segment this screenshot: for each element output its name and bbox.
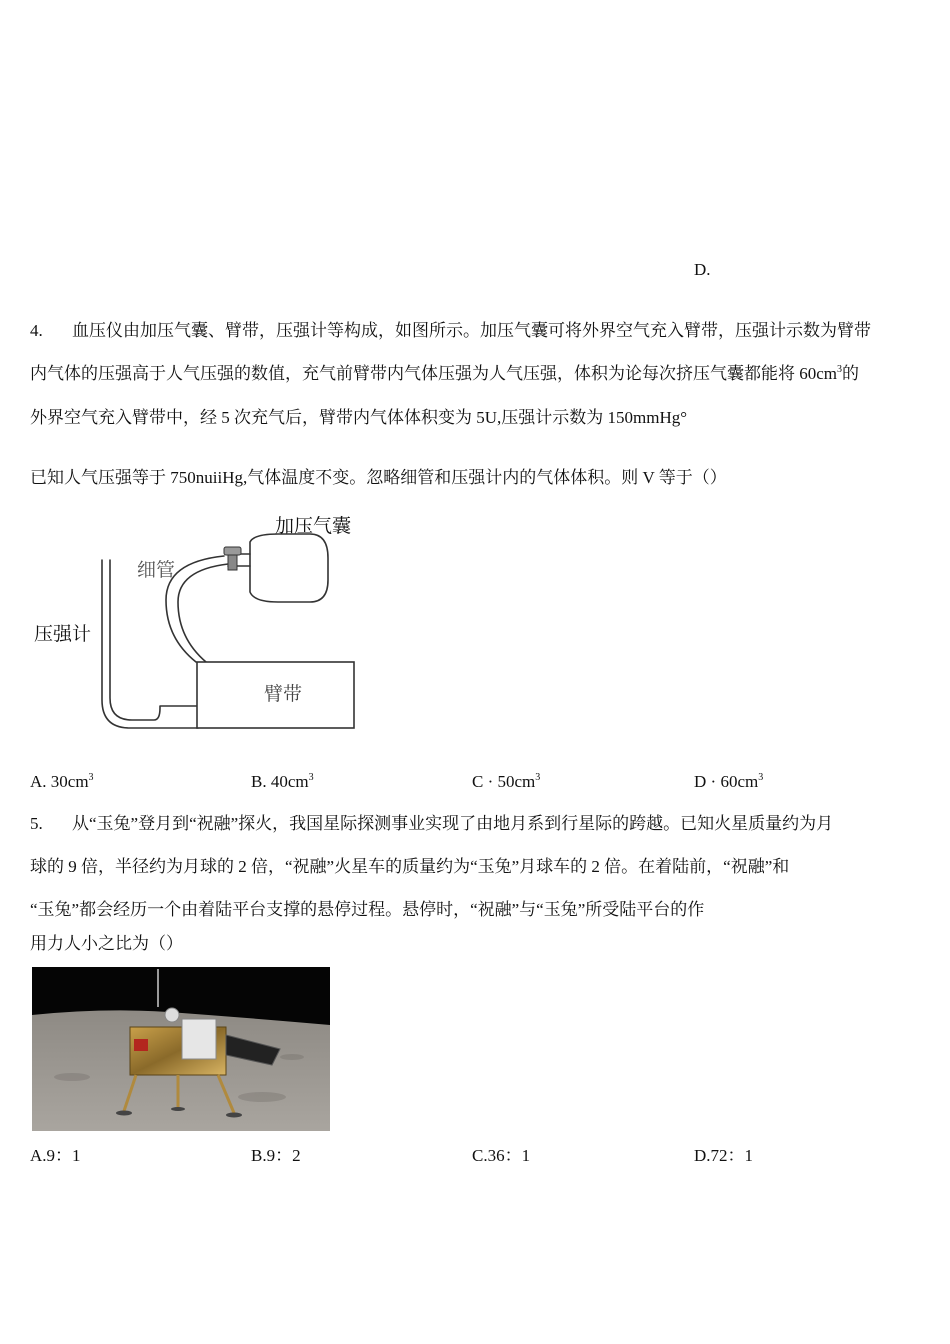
- label-pressure-gauge: 压强计: [34, 623, 92, 645]
- question-text-line: [30, 363, 859, 385]
- blood-pressure-diagram: [28, 510, 368, 740]
- option-c[interactable]: [472, 771, 540, 793]
- superscript: 3: [837, 364, 843, 375]
- text-fragment: 的: [842, 364, 860, 383]
- question-text-line: 用力人小之比为（）: [30, 934, 183, 953]
- option-a[interactable]: [30, 771, 94, 793]
- option-a[interactable]: A.9：1: [30, 1146, 81, 1165]
- lunar-lander-photo: [32, 967, 330, 1131]
- gauge-tube-inner: [110, 560, 198, 720]
- label-pressure-bulb: 加压气囊: [275, 515, 352, 537]
- question-text-line: 已知人气压强等于 750nuiiHg,气体温度不变。忽略细管和压强计内的气体体积。则 V 等于（）: [30, 468, 727, 487]
- option-text: A. 30cm: [30, 772, 89, 791]
- question-number: 5.: [30, 814, 43, 833]
- question-text-line: 球的 9 倍，半径约为月球的 2 倍，“祝融”火星车的质量约为“玉兔”月球车的 2 倍。在着陆前，“祝融”和: [30, 857, 790, 876]
- pressure-bulb: [250, 534, 328, 602]
- valve-body: [228, 554, 237, 570]
- question-text-line: 血压仪由加压气囊、臂带，压强计等构成，如图所示。加压气囊可将外界空气充入臂带，压强计示数为臂带: [72, 321, 871, 340]
- gauge-tube-outer: [102, 560, 198, 728]
- thin-tube-inner: [178, 564, 228, 662]
- option-text: D · 60cm: [694, 772, 759, 791]
- option-text: C · 50cm: [472, 772, 536, 791]
- option-d[interactable]: [694, 771, 763, 793]
- question-text-line: “玉兔”都会经历一个由着陆平台支撑的悬停过程。悬停时，“祝融”与“玉兔”所受陆平台的作: [30, 900, 705, 919]
- option-d-label: D.: [694, 260, 711, 279]
- option-c[interactable]: C.36：1: [472, 1146, 531, 1165]
- question-text-line: 从“玉兔”登月到“祝融”探火，我国星际探测事业实现了由地月系到行星际的跨越。已知火星质量约为月: [72, 814, 834, 833]
- label-thin-tube: 细管: [137, 559, 176, 581]
- option-text: B. 40cm: [251, 772, 309, 791]
- question-text-line: 外界空气充入臂带中，经 5 次充气后，臂带内气体体积变为 5U,压强计示数为 150mmHg°: [30, 408, 688, 427]
- superscript: 3: [758, 772, 764, 783]
- option-b[interactable]: [251, 771, 314, 793]
- superscript: 3: [535, 772, 541, 783]
- question-number: 4.: [30, 321, 43, 340]
- valve-cap: [224, 547, 241, 555]
- text-fragment: 内气体的压强高于人气压强的数值，充气前臂带内气体压强为人气压强，体积为论每次挤压气囊都能将 60cm: [30, 364, 838, 383]
- superscript: 3: [88, 772, 94, 783]
- option-d[interactable]: D.72：1: [694, 1146, 754, 1165]
- label-arm-cuff: 臂带: [264, 683, 303, 705]
- superscript: 3: [308, 772, 314, 783]
- option-b[interactable]: B.9：2: [251, 1146, 301, 1165]
